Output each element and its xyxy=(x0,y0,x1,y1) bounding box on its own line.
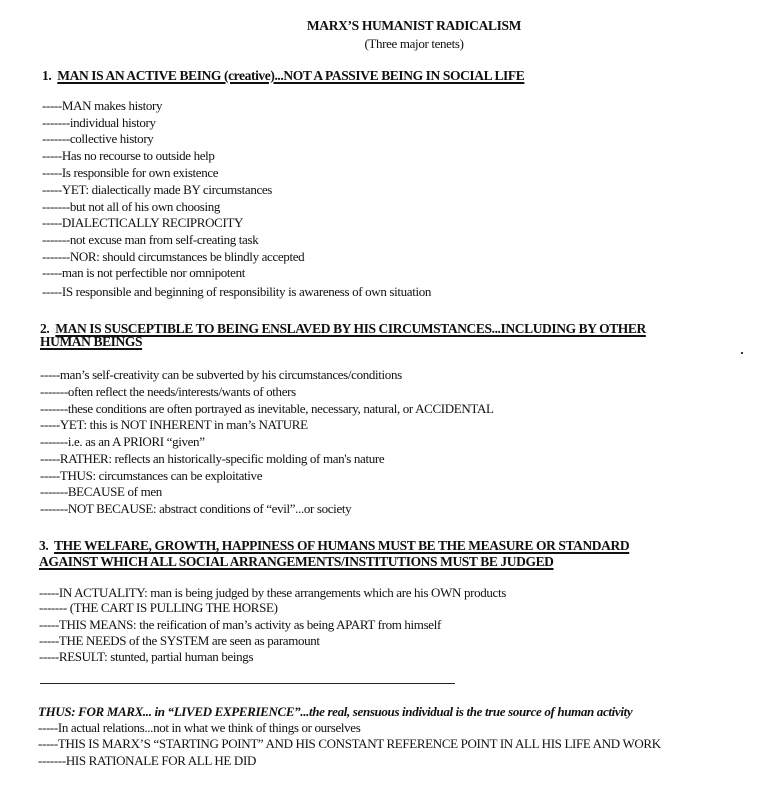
section-heading-text: MAN IS SUSCEPTIBLE TO BEING ENSLAVED BY HIS CIRCUMSTANCES...INCLUDING BY OTHER xyxy=(55,321,646,336)
list-item: -----DIALECTICALLY RECIPROCITY xyxy=(42,215,244,230)
list-item: -----THIS IS MARX’S “STARTING POINT” AND HIS CONSTANT REFERENCE POINT IN ALL HIS LIFE AND WORK xyxy=(38,736,661,751)
document-subtitle: (Three major tenets) xyxy=(364,36,464,51)
list-item: -----man’s self-creativity can be subverted by his circumstances/conditions xyxy=(40,367,402,382)
section-heading-text: AGAINST WHICH ALL SOCIAL ARRANGEMENTS/INSTITUTIONS MUST BE JUDGED xyxy=(39,554,554,569)
list-item: -------BECAUSE of men xyxy=(40,484,162,499)
list-item: -----man is not perfectible nor omnipotent xyxy=(42,265,245,280)
section-number: 2. xyxy=(40,321,50,336)
list-item: -----Has no recourse to outside help xyxy=(42,148,215,163)
conclusion-lead: THUS: FOR MARX... in “LIVED EXPERIENCE”...the real, sensuous individual is the true source of human activity xyxy=(38,704,633,719)
list-item: -----MAN makes history xyxy=(42,98,163,113)
list-item: -------often reflect the needs/interests/wants of others xyxy=(40,384,296,399)
horizontal-rule xyxy=(40,683,455,684)
section-heading-text: HUMAN BEINGS xyxy=(40,334,143,349)
speck xyxy=(741,352,743,354)
list-item: -----IN ACTUALITY: man is being judged by these arrangements which are his OWN products xyxy=(39,585,506,600)
list-item: -------but not all of his own choosing xyxy=(42,199,221,214)
list-item: -------HIS RATIONALE FOR ALL HE DID xyxy=(38,753,256,768)
section-1-heading xyxy=(42,68,524,84)
list-item: -----Is responsible for own existence xyxy=(42,165,219,180)
list-item: -----YET: this is NOT INHERENT in man’s NATURE xyxy=(40,417,308,432)
list-item: -----THIS MEANS: the reification of man’s activity as being APART from himself xyxy=(39,617,441,632)
section-number: 3. xyxy=(39,538,49,553)
section-heading-text: THE WELFARE, GROWTH, HAPPINESS OF HUMANS MUST BE THE MEASURE OR STANDARD xyxy=(54,538,630,553)
list-item: -------i.e. as an A PRIORI “given” xyxy=(40,434,205,449)
list-item: -----IS responsible and beginning of responsibility is awareness of own situation xyxy=(42,284,432,299)
list-item: -----THE NEEDS of the SYSTEM are seen as paramount xyxy=(39,633,320,648)
document-title: MARX’S HUMANIST RADICALISM xyxy=(306,18,522,33)
list-item: -----YET: dialectically made BY circumstances xyxy=(42,182,273,197)
list-item: -----THUS: circumstances can be exploitative xyxy=(40,468,263,483)
section-2-heading-cont xyxy=(40,334,142,350)
list-item: -------these conditions are often portrayed as inevitable, necessary, natural, or ACCIDENTAL xyxy=(40,401,494,416)
list-item: -------NOR: should circumstances be blindly accepted xyxy=(42,249,305,264)
list-item: -----RATHER: reflects an historically-specific molding of man's nature xyxy=(40,451,385,466)
list-item: -------collective history xyxy=(42,131,154,146)
list-item: -------NOT BECAUSE: abstract conditions of “evil”...or society xyxy=(40,501,352,516)
list-item: -----RESULT: stunted, partial human beings xyxy=(39,649,254,664)
section-3-heading-cont xyxy=(39,554,554,570)
section-3-heading xyxy=(39,538,629,554)
list-item: -----In actual relations...not in what we think of things or ourselves xyxy=(38,720,361,735)
section-heading-text: MAN IS AN ACTIVE BEING (creative)...NOT A PASSIVE BEING IN SOCIAL LIFE xyxy=(57,68,525,83)
list-item: ------- (THE CART IS PULLING THE HORSE) xyxy=(39,600,278,615)
list-item: -------individual history xyxy=(42,115,156,130)
section-number: 1. xyxy=(42,68,52,83)
list-item: -------not excuse man from self-creating task xyxy=(42,232,259,247)
